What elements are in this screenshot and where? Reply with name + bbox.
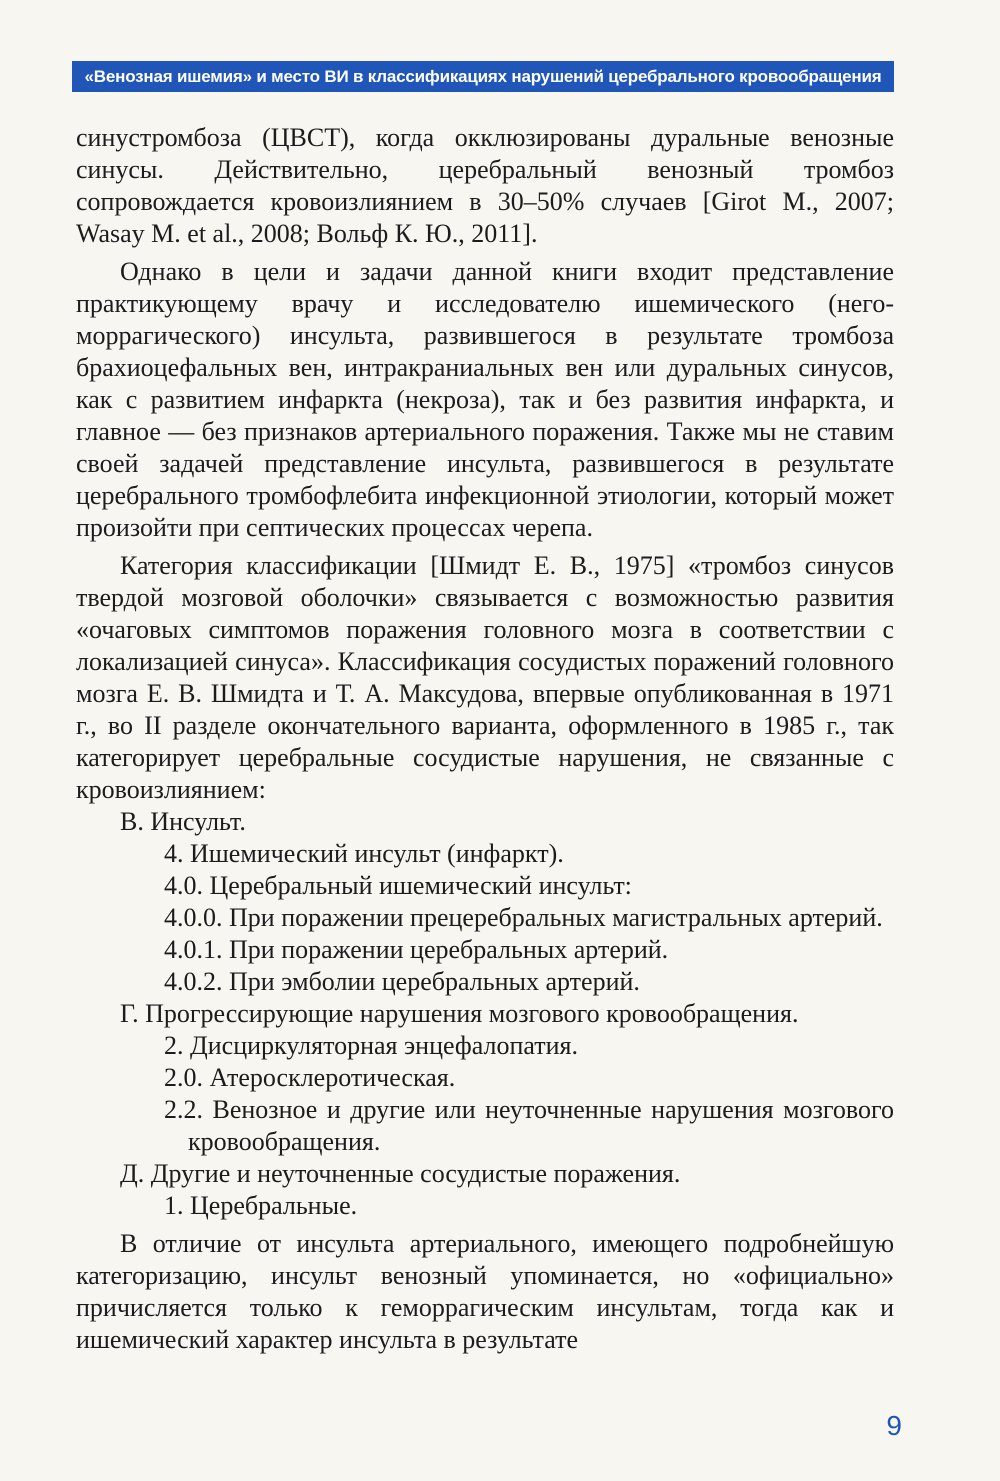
list-item-1: 1. Церебральные.	[164, 1191, 358, 1220]
page-body	[76, 122, 894, 1362]
list-item-2: 2. Дисциркуляторная энцефалопатия.	[164, 1031, 578, 1060]
list-item-4-0-0: 4.0.0. При поражении прецеребральных магистральных артерий.	[164, 903, 883, 932]
list-item-section-g: Г. Прогрессирующие нарушения мозгового кровообращения.	[120, 999, 799, 1028]
classification-list	[76, 806, 894, 1222]
list-item-4-0-1: 4.0.1. При поражении церебральных артерий.	[164, 935, 669, 964]
list-item-section-d: Д. Другие и неуточненные сосудистые поражения.	[120, 1159, 681, 1188]
list-item-2-2: 2.2. Венозное и другие или неуточненные нарушения мозгового кровообращения.	[164, 1095, 894, 1156]
list-item-section-v: В. Инсульт.	[120, 807, 246, 836]
list-item-4-0: 4.0. Церебральный ишемический инсульт:	[164, 871, 632, 900]
running-header-title: «Венозная ишемия» и место ВИ в классификациях нарушений церебрального кровообращения	[84, 66, 882, 86]
paragraph-4: В отличие от инсульта артериального, имеющего подробнейшую категоризацию, инсульт венозный упоминается, но «официально» причисляется только к геморрагическим инсультам, тогда как и ишемический характер инсульта в результате	[76, 1229, 894, 1354]
paragraph-3: Категория классификации [Шмидт Е. В., 1975] «тромбоз синусов твердой мозговой оболочки» связывается с возможностью развития «очаговых симптомов поражения головного мозга в соответствии с локализацией синуса». Классификация сосудистых поражений головного мозга Е. В. Шмидта и Т. А. Максудова, впервые опубликованная в 1971 г., во II разделе окончательного варианта, оформленного в 1985 г., так категорирует церебральные сосудистые нарушения, не связанные с кровоизлиянием:	[76, 551, 894, 804]
running-header	[72, 61, 894, 92]
page-number: 9	[886, 1410, 902, 1441]
paragraph-1: синустромбоза (ЦВСТ), когда окклюзированы дуральные венозные синусы. Действительно, церебральный венозный тромбоз сопровождается кровоизлиянием в 30–50% случаев [Girot M., 2007; Wasay M. et al., 2008; Вольф К. Ю., 2011].	[76, 123, 894, 248]
list-item-4: 4. Ишемический инсульт (инфаркт).	[164, 839, 564, 868]
list-item-4-0-2: 4.0.2. При эмболии церебральных артерий.	[164, 967, 640, 996]
paragraph-2: Однако в цели и задачи данной книги входит представление практикующему врачу и исследователю ишемического (негоморрагического) инсульта, развившегося в результате тромбоза брахиоцефальных вен, интракраниальных вен или дуральных синусов, как с развитием инфаркта (некроза), так и без развития инфаркта, и главное — без признаков артериального поражения. Также мы не ставим своей задачей представление инсульта, развившегося в результате церебрального тромбофлебита инфекционной этиологии, который может произойти при септических процессах черепа.	[76, 257, 894, 542]
list-item-2-0: 2.0. Атеросклеротическая.	[164, 1063, 456, 1092]
